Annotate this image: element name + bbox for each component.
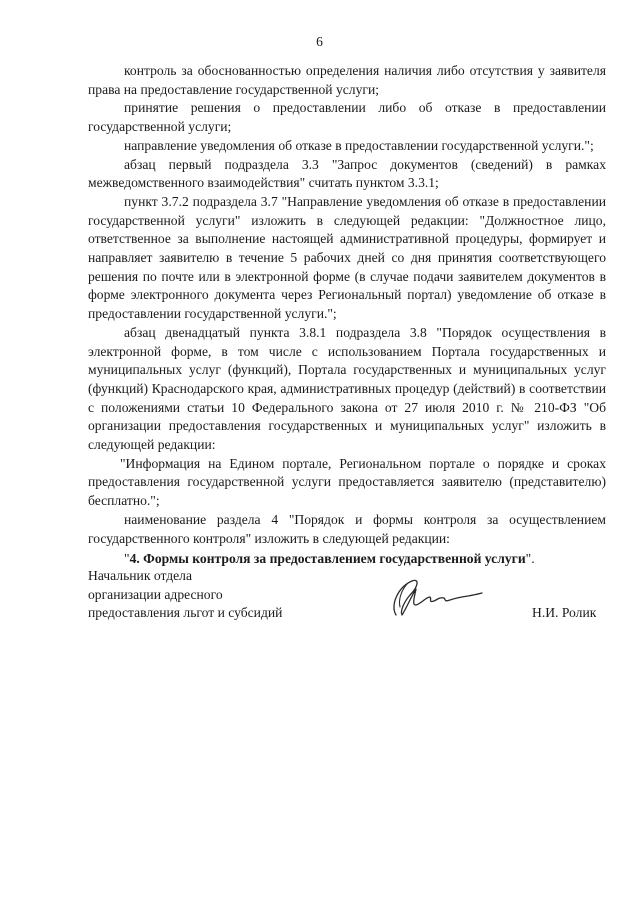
- signatory-title-line: организации адресного: [88, 586, 223, 602]
- close-quote: ".: [525, 551, 535, 567]
- quoted-paragraph: "Информация на Едином портале, Региональном портале о порядке и сроках предоставления государственной услуги предоставляется заявителю (представителю) бесплатно.";: [88, 455, 606, 509]
- handwritten-signature: [378, 575, 488, 623]
- page-number: 6: [316, 34, 323, 49]
- signatory-title-line: предоставления льгот и субсидий: [88, 605, 283, 621]
- paragraph: контроль за обоснованностью определения наличия либо отсутствия у заявителя права на предоставление государственной услуги;: [88, 63, 606, 97]
- section-title-bold: 4. Формы контроля за предоставлением государственной услуги: [129, 551, 526, 567]
- paragraph: абзац двенадцатый пункта 3.8.1 подраздела 3.8 "Порядок осуществления в электронной форме, в том числе с использованием Портала государственных и муниципальных услуг (функций), Портала государственных и муниципальных услуг (функций) Краснодарского края, административных процедур (действий) в соответствии с положениями статьи 10 Федерального закона от 27 июля 2010 г. № 210-ФЗ "Об организации предоставления государственных и муниципальных услуг" изложить в следующей редакции:: [88, 324, 606, 453]
- paragraph: принятие решения о предоставлении либо об отказе в предоставлении государственной услуги;: [88, 100, 606, 135]
- signatory-name: Н.И. Ролик: [532, 605, 597, 620]
- signatory-position: [88, 567, 282, 623]
- paragraph: пункт 3.7.2 подраздела 3.7 "Направление уведомления об отказе в предоставлении государственной услуги" изложить в следующей редакции: "Должностное лицо, ответственное за выполнение настоящей административной процедуры, формирует и направляет заявителю в течение 5 рабочих дней со дня принятия соответствующего решения по почте или в электронной форме (в случае подачи заявителем документов в форме электронного документа через Региональный портал) уведомление об отказе в предоставлении государственной услуги.";: [88, 193, 606, 322]
- paragraph: абзац первый подраздела 3.3 "Запрос документов (сведений) в рамках межведомственного взаимодействия" считать пунктом 3.3.1;: [88, 156, 606, 191]
- document-body: [88, 62, 606, 569]
- open-quote: ": [124, 551, 130, 567]
- paragraph: направление уведомления об отказе в предоставлении государственной услуги.";: [124, 137, 594, 153]
- paragraph: наименование раздела 4 "Порядок и формы контроля за осуществлением государственного контроля" изложить в следующей редакции:: [88, 511, 606, 546]
- signatory-title-line: Начальник отдела: [88, 568, 192, 583]
